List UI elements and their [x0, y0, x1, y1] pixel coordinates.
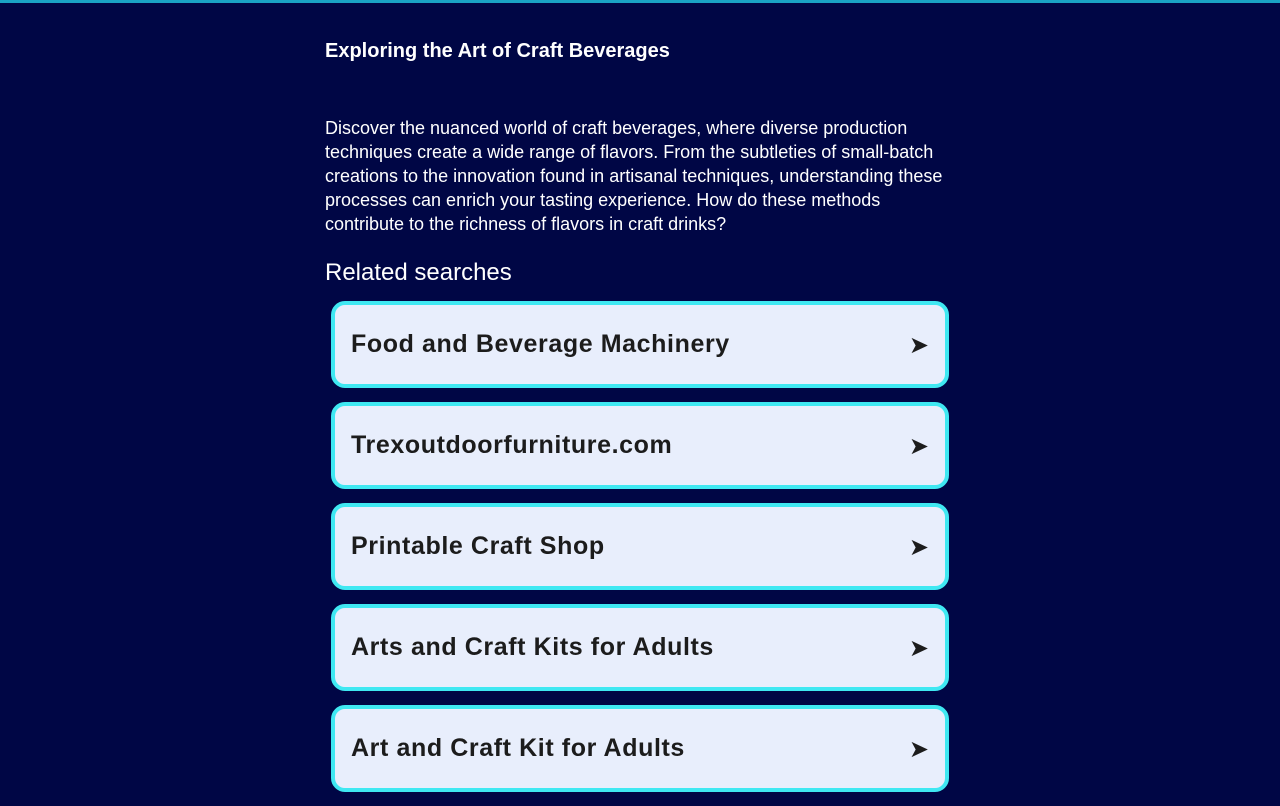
- related-searches-list: [331, 301, 949, 806]
- related-search-label: Trexoutdoorfurniture.com: [351, 431, 673, 459]
- arrow-right-icon: ➤: [908, 633, 929, 662]
- arrow-right-icon: ➤: [908, 734, 929, 763]
- arrow-right-icon: ➤: [908, 532, 929, 561]
- related-search-item[interactable]: [331, 705, 949, 792]
- related-search-item[interactable]: [331, 503, 949, 590]
- related-search-label: Food and Beverage Machinery: [351, 330, 730, 358]
- top-accent-bar: [0, 0, 1280, 3]
- intro-paragraph: Discover the nuanced world of craft beverages, where diverse production techniques create a wide range of flavors. From the subtleties of small-batch creations to the innovation found in artisanal techniques, understanding these processes can enrich your tasting experience. How do these methods contribute to the richness of flavors in craft drinks?: [325, 118, 943, 234]
- related-search-label: Arts and Craft Kits for Adults: [351, 633, 714, 661]
- related-searches-heading: Related searches: [325, 259, 512, 286]
- related-search-item[interactable]: [331, 402, 949, 489]
- arrow-right-icon: ➤: [908, 431, 929, 460]
- related-search-label: Art and Craft Kit for Adults: [351, 734, 685, 762]
- related-search-item[interactable]: [331, 301, 949, 388]
- related-search-item[interactable]: [331, 604, 949, 691]
- arrow-right-icon: ➤: [908, 330, 929, 359]
- related-search-label: Printable Craft Shop: [351, 532, 605, 560]
- page-title: Exploring the Art of Craft Beverages: [325, 40, 670, 62]
